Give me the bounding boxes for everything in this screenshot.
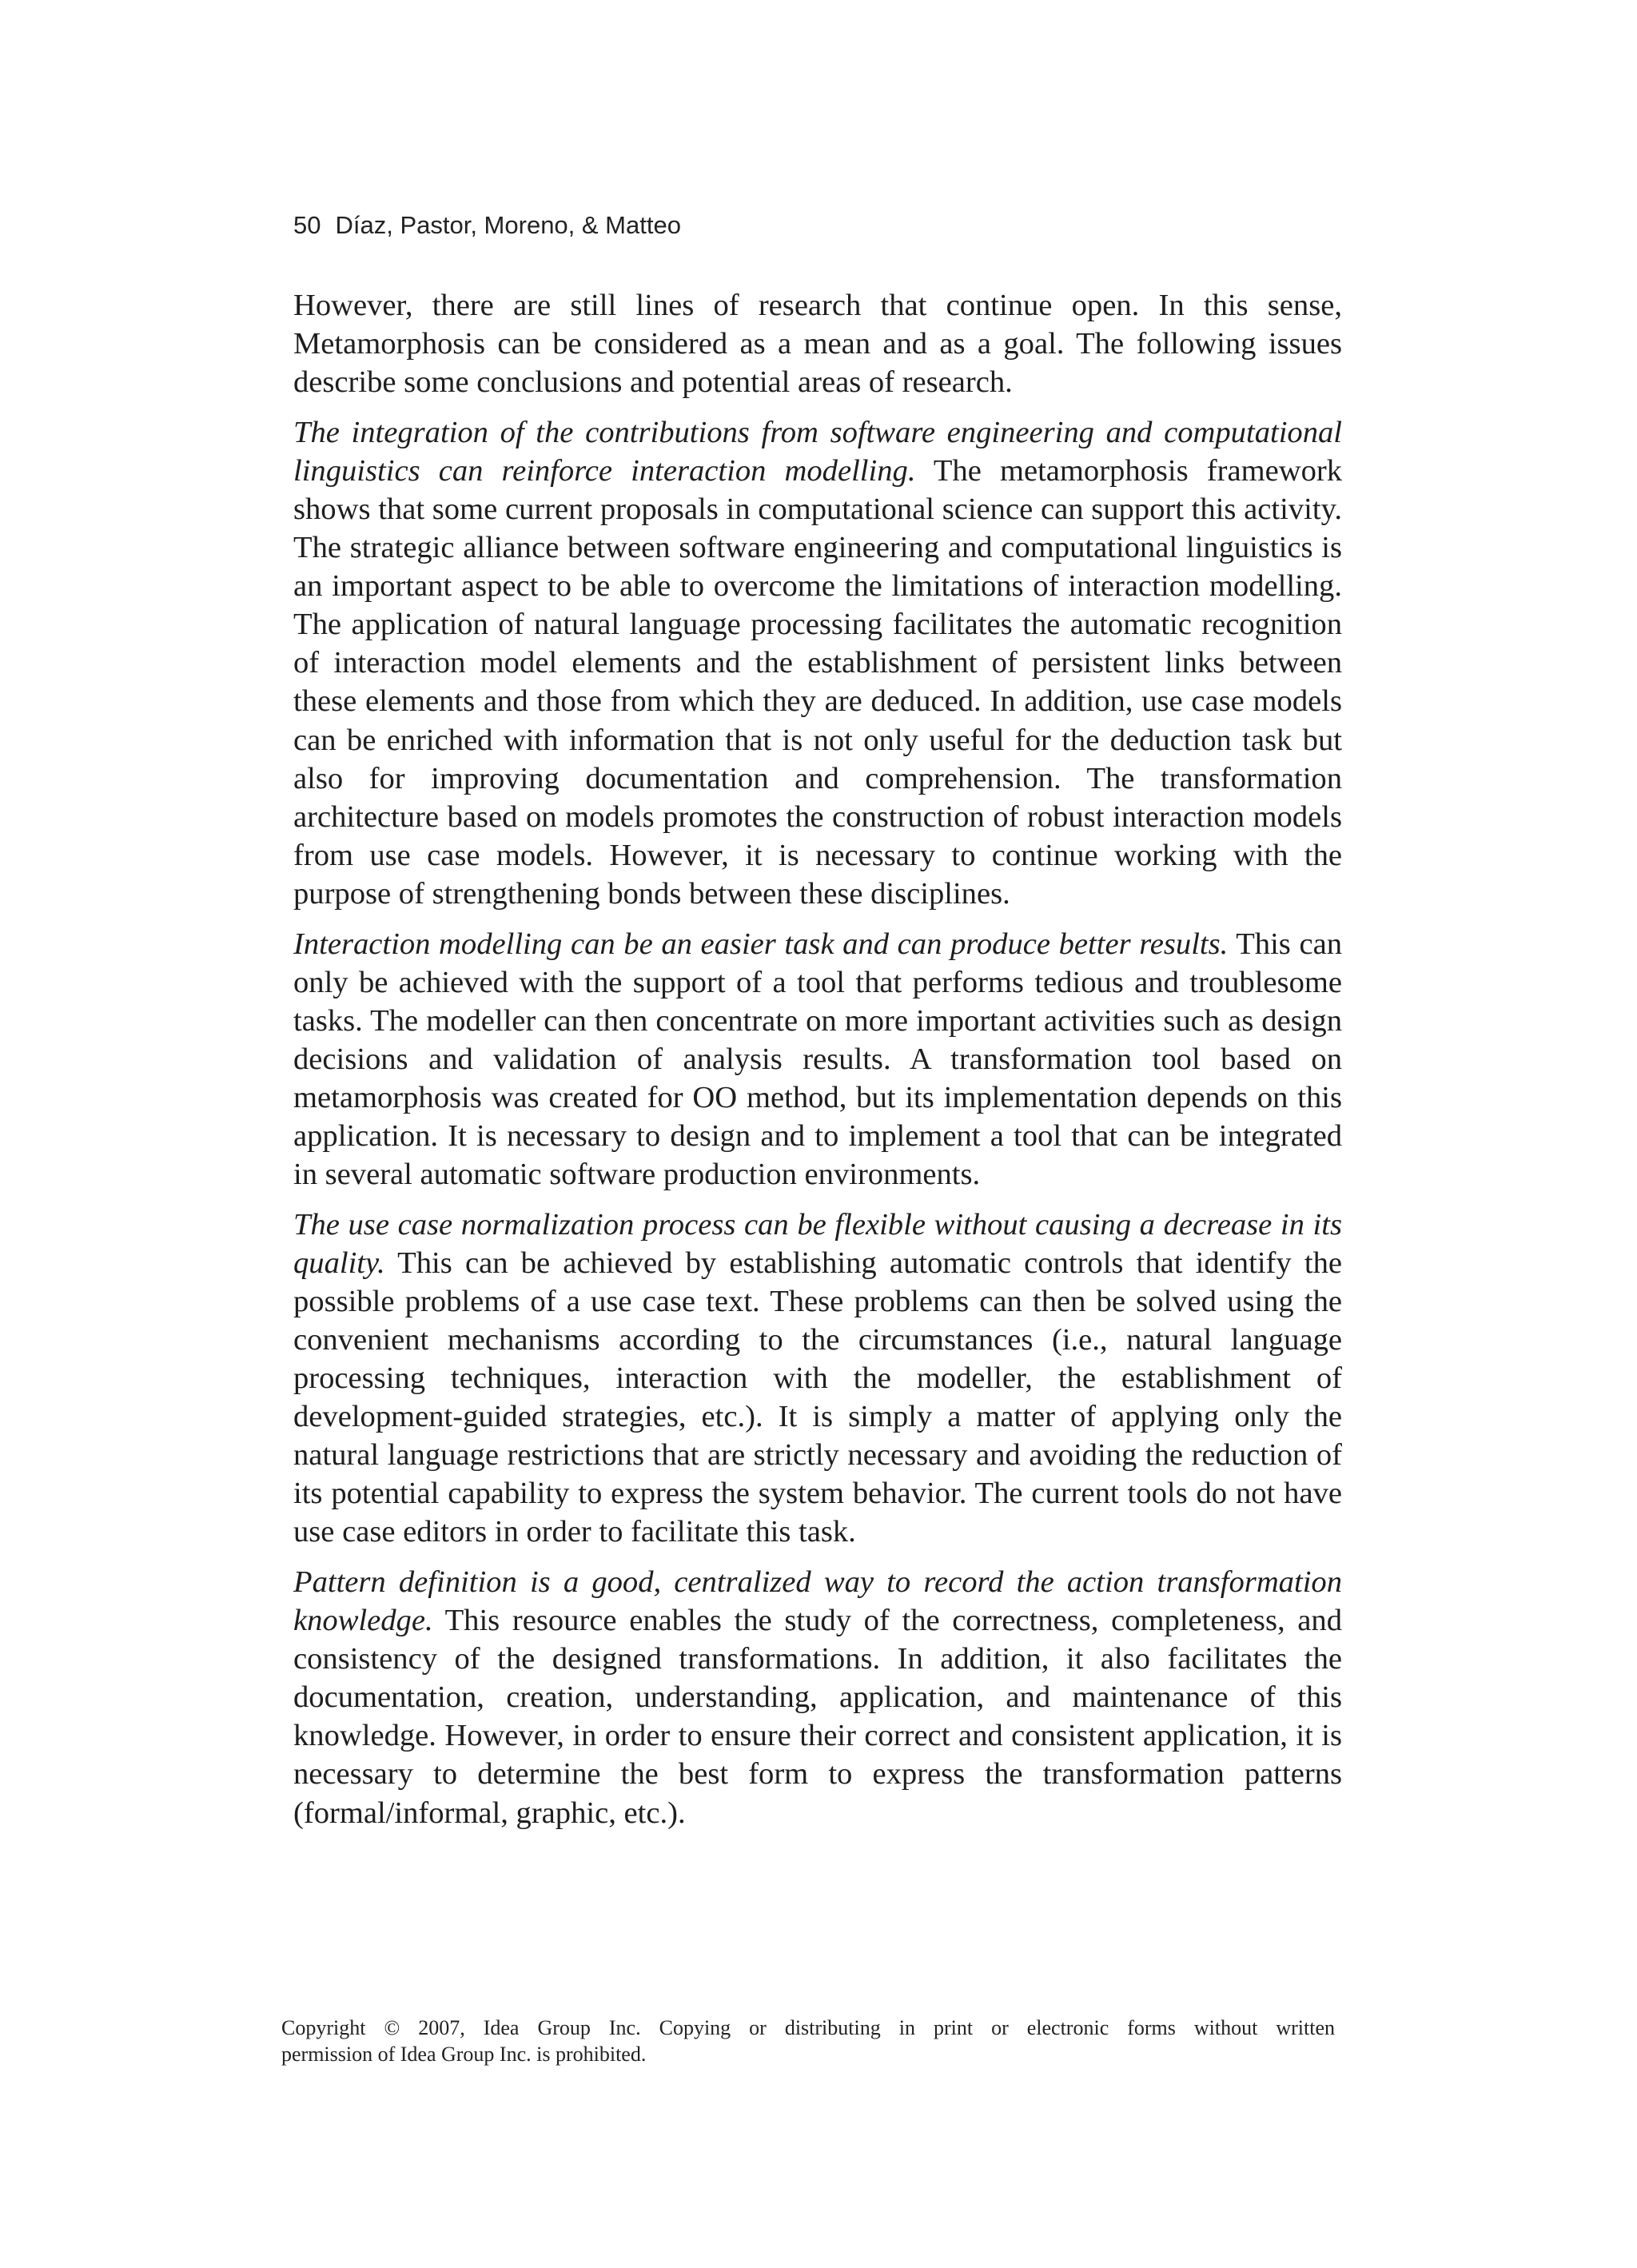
paragraph-text: This resource enables the study of the correctness, completeness, and consistency of the designed transformations. In addition, it also facilitates the documentation, creation, understanding, application, and maintenance of this knowledge. However, in order to ensure their correct and consistent application, it is necessary to determine the best form to express the transformation patterns (formal/informal, graphic, etc.). xyxy=(293,1604,1342,1830)
paragraph-normalization xyxy=(293,1206,1342,1552)
paragraph-lead: The use case normalization process can be flexible without causing a decrease in its quality. xyxy=(293,1207,1342,1280)
paragraph-interaction-modelling xyxy=(293,925,1342,1194)
author-names: Díaz, Pastor, Moreno, & Matteo xyxy=(335,211,681,239)
intro-paragraph: However, there are still lines of research that continue open. In this sense, Metamorphosis can be considered as a mean and as a goal. The following issues describe some conclusions and potential areas of research. xyxy=(293,289,1342,400)
paragraph-text: This can be achieved by establishing automatic controls that identify the possible problems of a use case text. These problems can then be solved using the convenient mechanisms according to the circumstances (i.e., natural language processing techniques, interaction with the modeller, the establishment of development-guided strategies, etc.). It is simply a matter of applying only the natural language restrictions that are strictly necessary and avoiding the reduction of its potential capability to express the system behavior. The current tools do not have use case editors in order to facilitate this task. xyxy=(293,1246,1342,1549)
paragraph-integration xyxy=(293,413,1342,913)
copyright-notice xyxy=(281,2015,1335,2067)
body-text xyxy=(293,286,1342,1843)
paragraph-lead: The integration of the contributions from software engineering and computational linguistics can reinforce interaction modelling. xyxy=(293,415,1342,488)
paragraph-text: The metamorphosis framework shows that some current proposals in computational science can support this activity. The strategic alliance between software engineering and computational linguistics is an important aspect to be able to overcome the limitations of interaction modelling. The application of natural language processing facilitates the automatic recognition of interaction model elements and the establishment of persistent links between these elements and those from which they are deduced. In addition, use case models can be enriched with information that is not only useful for the deduction task but also for improving documentation and comprehension. The transformation architecture based on models promotes the construction of robust interaction models from use case models. However, it is necessary to continue working with the purpose of strengthening bonds between these disciplines. xyxy=(293,453,1342,911)
paragraph-lead: Interaction modelling can be an easier task and can produce better results. xyxy=(293,927,1229,961)
running-head xyxy=(293,209,681,241)
copyright-line-2: permission of Idea Group Inc. is prohibited. xyxy=(281,2043,647,2066)
paragraph-text: This can only be achieved with the support of a tool that performs tedious and troublesome tasks. The modeller can then concentrate on more important activities such as design decisions and validation of analysis results. A transformation tool based on metamorphosis was created for OO method, but its implementation depends on this application. It is necessary to design and to implement a tool that can be integrated in several automatic software production environments. xyxy=(293,927,1342,1192)
paragraph-lead: Pattern definition is a good, centralized way to record the action transformation knowledge. xyxy=(293,1565,1342,1638)
paragraph-pattern-definition xyxy=(293,1563,1342,1832)
copyright-line-1: Copyright © 2007, Idea Group Inc. Copying or distributing in print or electronic forms without written xyxy=(281,2016,1335,2039)
page-number: 50 xyxy=(293,211,321,239)
